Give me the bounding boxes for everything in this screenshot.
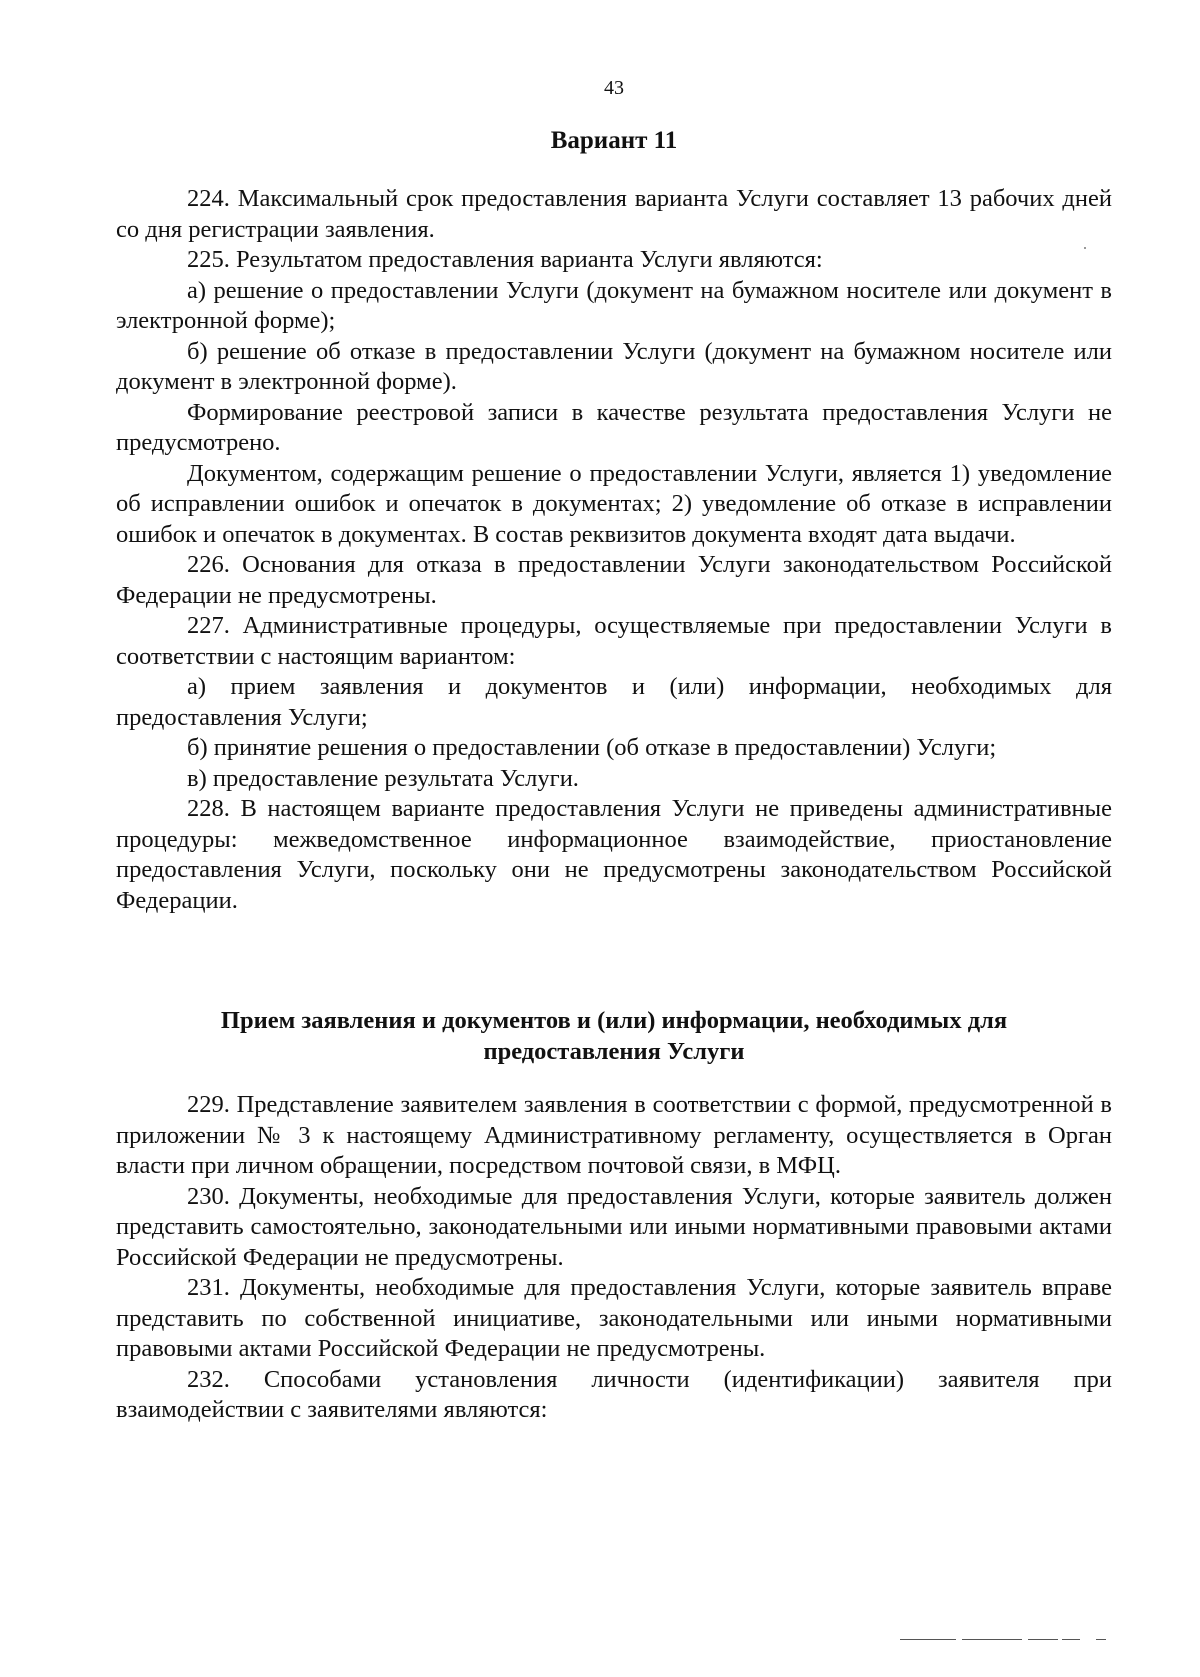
body-text-block-1 [116, 184, 1112, 916]
paragraph-decision-document: Документом, содержащим решение о предоставлении Услуги, является 1) уведомление об исправлении ошибок и опечаток в документах; 2) уведомление об отказе в исправлении ошибок и опечаток в документах. В состав реквизитов документа входят дата выдачи. [116, 459, 1112, 548]
paragraph-224: 224. Максимальный срок предоставления варианта Услуги составляет 13 рабочих дней со дня регистрации заявления. [116, 185, 1112, 243]
paragraph-registry-record: Формирование реестровой записи в качестве результата предоставления Услуги не предусмотрено. [116, 398, 1112, 456]
paragraph-231: 231. Документы, необходимые для предоставления Услуги, которые заявитель вправе представить по собственной инициативе, законодательными или иными нормативными правовыми актами Российской Федерации не предусмотрены. [116, 1274, 1112, 1362]
footer-line-segment [962, 1639, 1022, 1640]
paragraph-227-v: в) предоставление результата Услуги. [187, 764, 579, 792]
paragraph-227-a: а) прием заявления и документов и (или) информации, необходимых для предоставления Услуги; [116, 673, 1112, 731]
footer-line-segment [1062, 1639, 1080, 1640]
paragraph-230: 230. Документы, необходимые для предоставления Услуги, которые заявитель должен представить самостоятельно, законодательными или иными нормативными правовыми актами Российской Федерации не предусмотрены. [116, 1182, 1112, 1271]
scan-speck [1084, 247, 1086, 249]
section-heading: Прием заявления и документов и (или) информации, необходимых для предоставления Услуги [220, 1007, 1008, 1065]
paragraph-225: 225. Результатом предоставления варианта Услуги являются: [187, 246, 823, 273]
body-text-block-2 [116, 1090, 1112, 1426]
paragraph-225-a: а) решение о предоставлении Услуги (документ на бумажном носителе или документ в электронной форме); [116, 276, 1112, 334]
variant-heading: Вариант 11 [550, 127, 678, 154]
paragraph-226: 226. Основания для отказа в предоставлении Услуги законодательством Российской Федерации не предусмотрены. [116, 551, 1112, 609]
paragraph-227: 227. Административные процедуры, осуществляемые при предоставлении Услуги в соответствии с настоящим вариантом: [116, 612, 1112, 670]
footer-line-segment [1028, 1639, 1058, 1640]
paragraph-228: 228. В настоящем варианте предоставления Услуги не приведены административные процедуры: межведомственное информационное взаимодействие, приостановление предоставления Услуги, поскольку они не предусмотрены законодательством Российской Федерации. [116, 795, 1112, 914]
paragraph-229: 229. Представление заявителем заявления в соответствии с формой, предусмотренной в приложении № 3 к настоящему Административному регламенту, осуществляется в Орган власти при личном обращении, посредством почтовой связи, в МФЦ. [116, 1091, 1112, 1179]
paragraph-227-b: б) принятие решения о предоставлении (об отказе в предоставлении) Услуги; [187, 734, 997, 761]
footer-line-segment [900, 1639, 956, 1640]
paragraph-232: 232. Способами установления личности (идентификации) заявителя при взаимодействии с заявителями являются: [116, 1365, 1112, 1423]
paragraph-225-b: б) решение об отказе в предоставлении Услуги (документ на бумажном носителе или документ в электронной форме). [116, 337, 1112, 395]
footer-line-segment [1096, 1639, 1106, 1640]
page-number: 43 [604, 77, 624, 99]
